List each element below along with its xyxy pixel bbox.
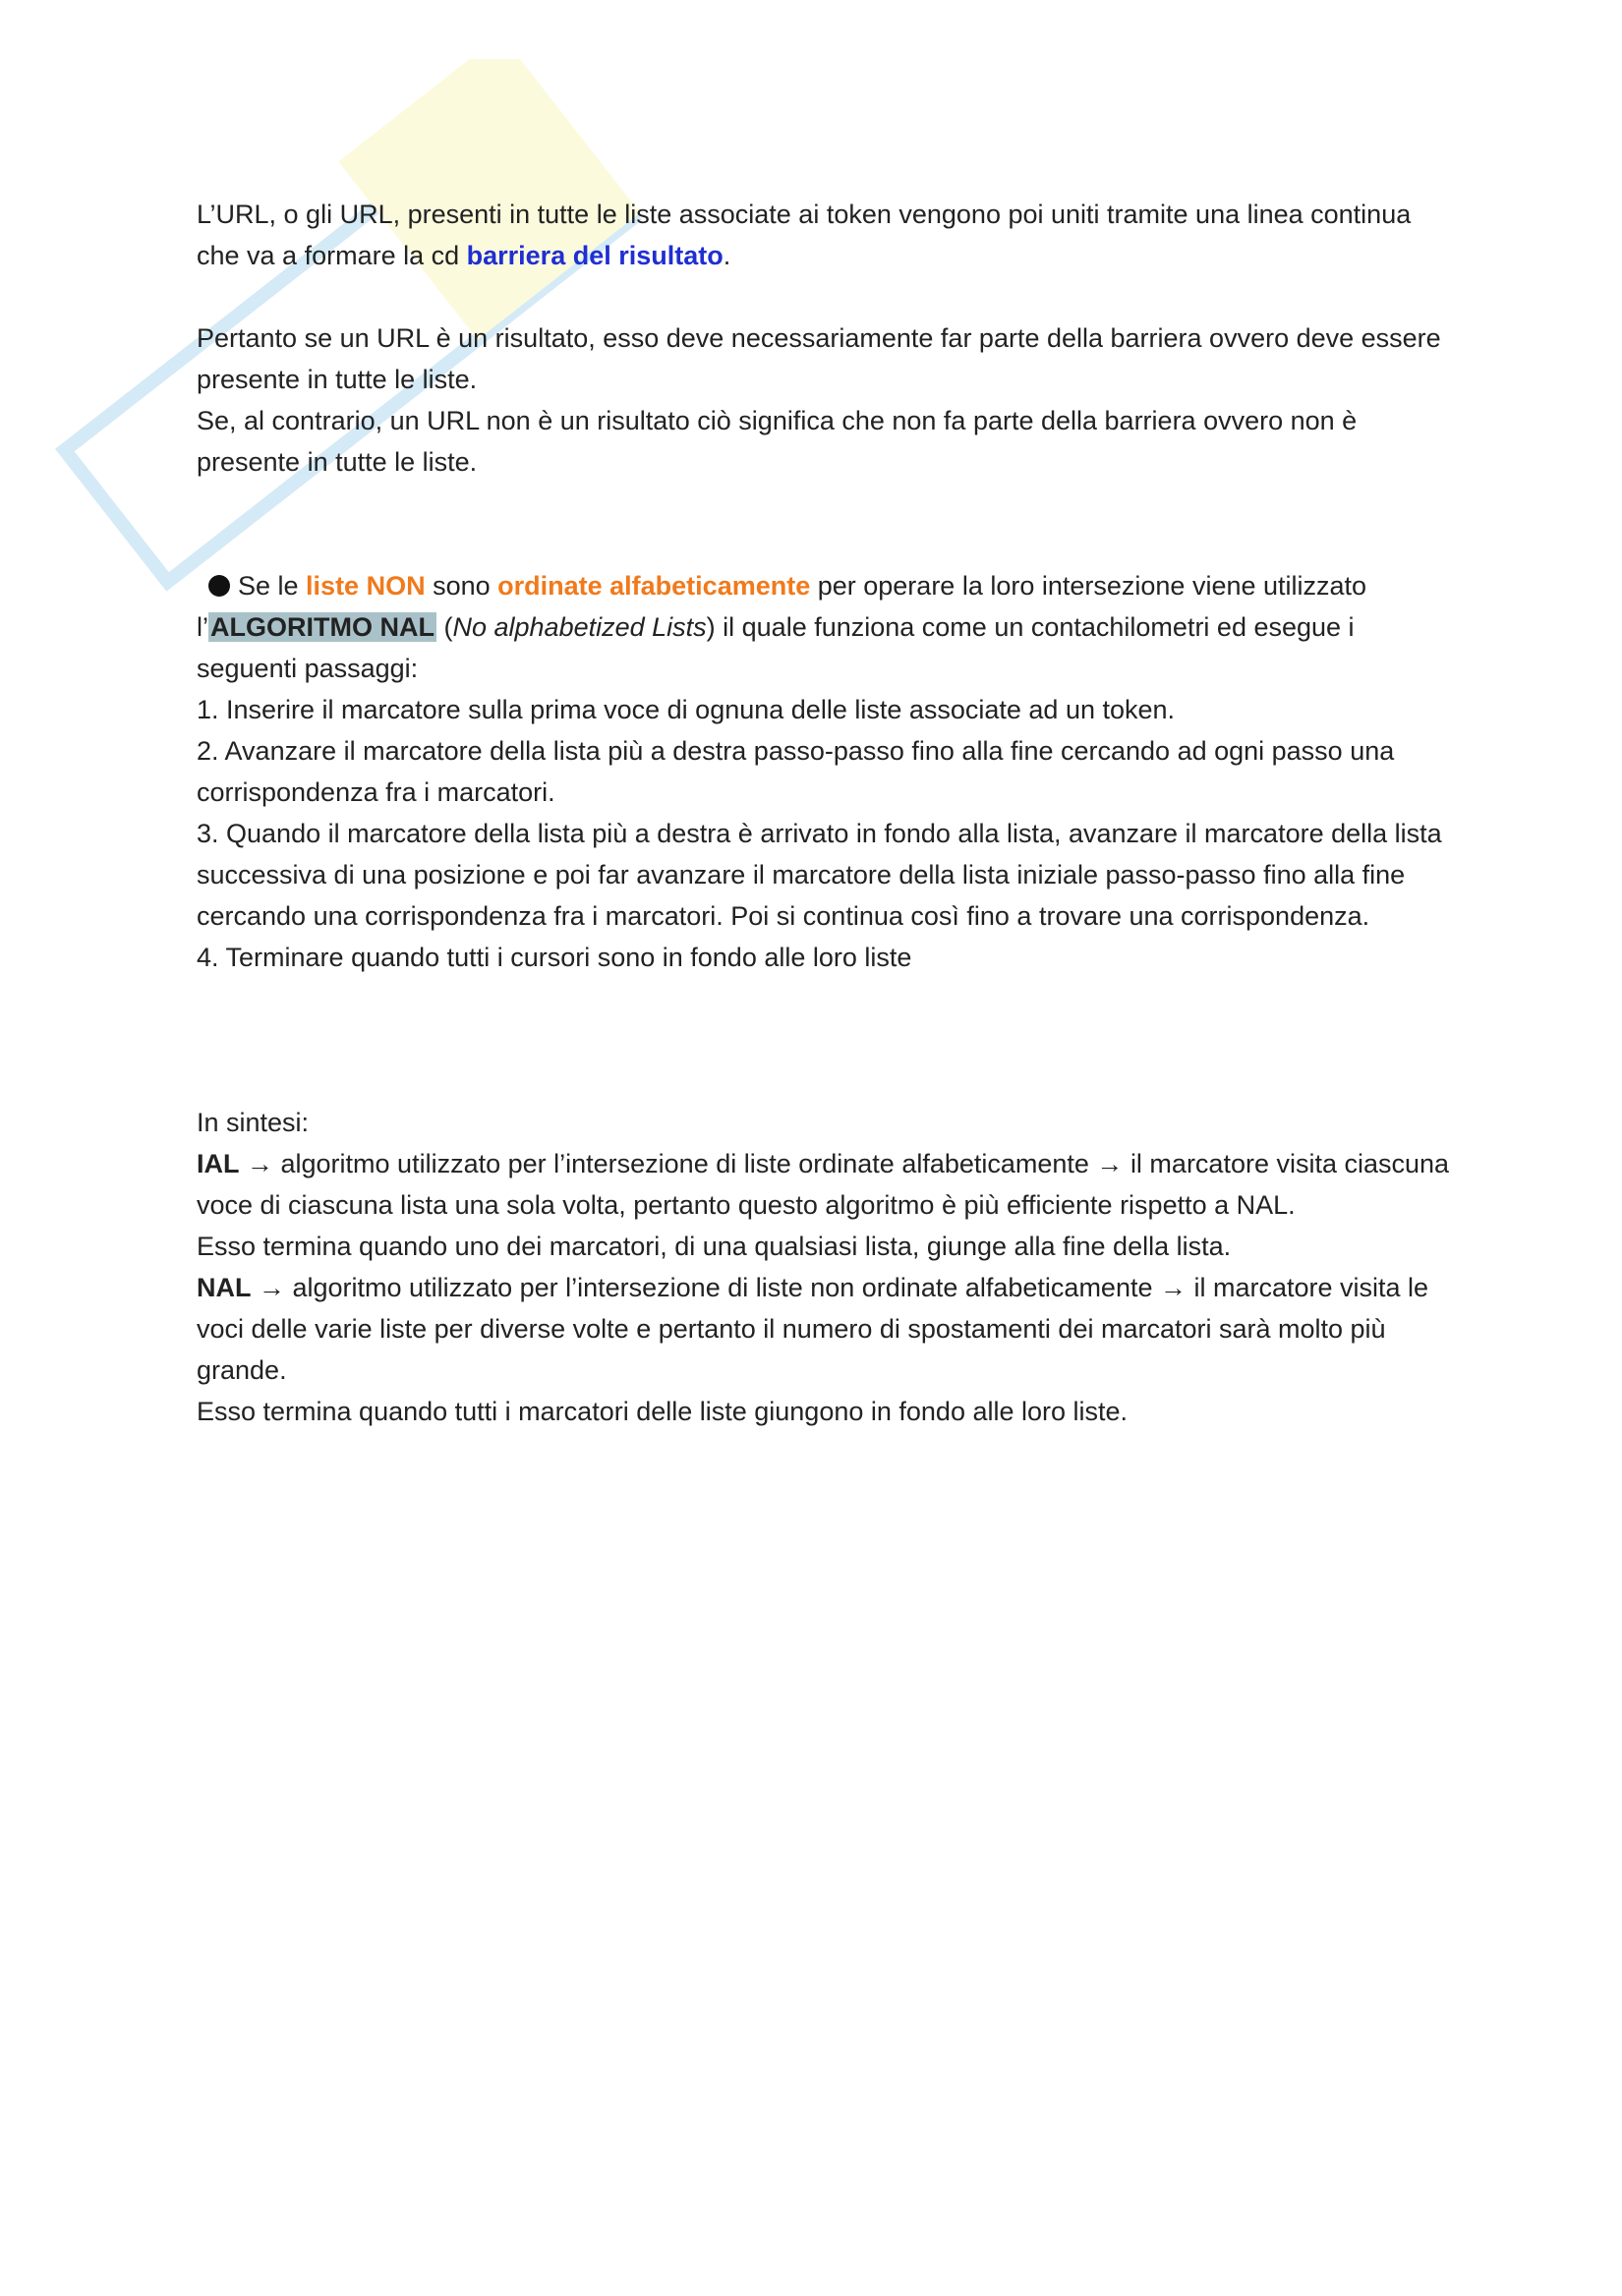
summary-heading: In sintesi: [197,1108,310,1137]
barrier-paragraph: L’URL, o gli URL, presenti in tutte le liste associate ai token vengono poi uniti tramite una linea continua che va a formare la cd barriera del risultato. [197,200,1412,270]
ial-summary: IAL → algoritmo utilizzato per l’intersezione di liste ordinate alfabeticamente → il marcatore visita ciascuna voce di ciascuna lista una sola volta, pertanto questo algoritmo è più efficiente rispetto a NAL. [197,1149,1450,1220]
result-paragraph: Pertanto se un URL è un risultato, esso deve necessariamente far parte della barriera ovvero deve essere presente in tutte le liste. [197,323,1441,394]
ial-termination: Esso termina quando uno dei marcatori, di una qualsiasi lista, giunge alla fine della lista. [197,1232,1232,1261]
ordinate-emphasis: ordinate alfabeticamente [497,571,811,601]
nal-expansion: No alphabetized Lists [452,612,707,642]
barriera-emphasis: barriera del risultato [466,241,724,270]
nal-intro-paragraph: Se le liste NON sono ordinate alfabeticamente per operare la loro intersezione viene utilizzato l’ALGORITMO NAL (No alphabetized Lists) il quale funziona come un contachilometri ed esegue i seguenti passaggi: [197,571,1367,683]
ial-label: IAL [197,1149,240,1178]
step-1: 1. Inserire il marcatore sulla prima voce di ognuna delle liste associate ad un token. [197,695,1176,724]
document-body [197,194,1455,1432]
black-circle-icon [208,575,230,597]
algoritmo-nal-highlight: ALGORITMO NAL [210,612,434,642]
liste-non-emphasis: liste NON [306,571,426,601]
nal-termination: Esso termina quando tutti i marcatori delle liste giungono in fondo alle loro liste. [197,1397,1129,1426]
nal-label: NAL [197,1273,252,1302]
non-result-paragraph: Se, al contrario, un URL non è un risultato ciò significa che non fa parte della barriera ovvero non è presente in tutte le liste. [197,406,1358,477]
nal-summary: NAL → algoritmo utilizzato per l’intersezione di liste non ordinate alfabeticamente → il marcatore visita le voci delle varie liste per diverse volte e pertanto il numero di spostamenti dei marcatori sarà molto più grande. [197,1273,1429,1385]
step-2: 2. Avanzare il marcatore della lista più a destra passo-passo fino alla fine cercando ad ogni passo una corrispondenza fra i marcatori. [197,736,1395,807]
step-4: 4. Terminare quando tutti i cursori sono in fondo alle loro liste [197,943,912,972]
step-3: 3. Quando il marcatore della lista più a destra è arrivato in fondo alla lista, avanzare il marcatore della lista successiva di una posizione e poi far avanzare il marcatore della lista iniziale passo-passo fino alla fine cercando una corrispondenza fra i marcatori. Poi si continua così fino a trovare una corrispondenza. [197,819,1442,931]
